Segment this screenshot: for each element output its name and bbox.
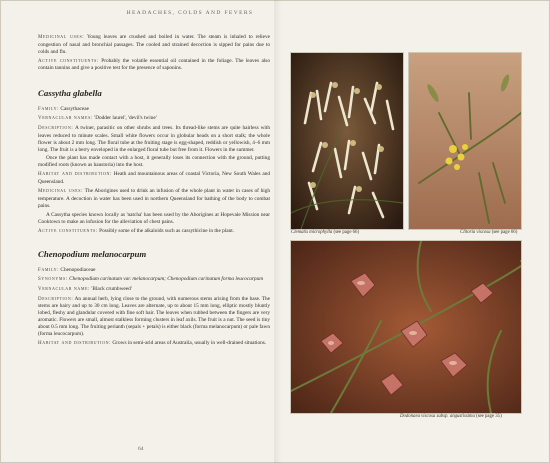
cassytha-family: Family: Cassythaceae <box>38 105 89 112</box>
cassytha-description: Description: A twiner, parasitic on other shrubs and trees. Its thread-like stems are quite hairless with leaves reduced to minute scales. Small white flowers occur in globular heads on a short stalk; the whole flower is about 2 mm long. The floral tube at the fruiting stage is egg-shaped, reddish or yellowish, 4–6 mm long. The fruit is a berry enveloped in the enlarged floral tube but free from it. Flowers in the summer. <box>38 124 270 153</box>
page-gutter <box>274 0 282 463</box>
clematis-flowers-illustration <box>291 53 403 229</box>
species-title-chenopodium: Chenopodium melanocarpum <box>38 249 147 260</box>
left-page-text <box>38 34 270 350</box>
chenopodium-synonyms: Synonyms: Chenopodium carinatum var. melanocarpum; Chenopodium carinatum forma leucocarpum <box>38 276 264 283</box>
running-head: HEADACHES, COLDS AND FEVERS <box>126 10 254 16</box>
photo-dodonaea-viscosa <box>290 240 522 414</box>
caption-dodonaea: Dodonaea viscosa subsp. angustissima (see page 35) <box>400 414 502 419</box>
caption-clematis: Clematis microphylla (see page 66) <box>291 230 360 235</box>
photo-clitoria-viscosa <box>408 52 522 230</box>
intro-medicinal-uses: Medicinal uses: Young leaves are crushed and boiled in water. The steam is inhaled to relieve congestion of nasal and bronchial passages. The cooled and strained decoction is sipped for pains due to colds and flu. <box>38 34 270 55</box>
intro-active-constituents: Active constituents: Probably the volatile essential oil contained in the foliage. The leaves also contain tannins and give a positive test for the presence of saponins. <box>38 57 270 72</box>
chenopodium-family: Family: Chenopodiaceae <box>38 266 96 273</box>
dodonaea-fruits-illustration <box>291 241 521 413</box>
chenopodium-vernacular: Vernacular name: 'Black crumbweed' <box>38 285 132 292</box>
cassytha-habitat: Habitat and distribution: Heath and mountainous areas of coastal Victoria, New South Wales and Queensland. <box>38 171 270 186</box>
clitoria-flowers-illustration <box>409 53 521 229</box>
caption-clitoria: Clitoria viscosa (see page 66) <box>460 230 518 235</box>
chenopodium-description: Description: An annual herb, lying close to the ground, with numerous stems arising from the base. The stems are hairy and up to 30 cm long. Leaves are alternate, up to about 15 mm long, elliptic mostly bluntly lobed, fleshy and glandular covered with fine soft hair. The leaves when rubbed between the fingers are very aromatic. Flowers are small, almost stalkless forming clusters in leaf axils. The fruit is a nut. The seed is tiny about 0.5 mm long. The fruiting perianth (sepals + petals) is either black (forma melanocarpum) or pale fawn (forma leucocarpum). <box>38 295 270 338</box>
species-title-cassytha: Cassytha glabella <box>38 88 102 99</box>
cassytha-medicinal: Medicinal uses: The Aborigines used to drink an infusion of the whole plant in water in cases of high temperature. A decoction in water has been used in northern Queensland for bathing of the body to combat pains. <box>38 188 270 209</box>
chenopodium-habitat: Habitat and distribution: Grows in semi-arid areas of Australia, usually in well-drained situations. <box>38 340 267 347</box>
cassytha-active: Active constituents: Possibly some of the alkaloids such as cassythicine in the plant. <box>38 227 235 234</box>
cassytha-description-2: Once the plant has made contact with a host, it generally loses its connection with the ground, putting modified roots (known as haustoria) into the host. <box>38 155 270 169</box>
label: Medicinal uses: <box>38 35 85 40</box>
cassytha-medicinal-2: A Cassytha species known locally as 'natcha' has been used by the Aborigines at Hopevale Mission near Cooktown to make an infusion for the alleviation of chest pains. <box>38 211 270 225</box>
label: Active constituents: <box>38 58 99 64</box>
photo-clematis-microphylla <box>290 52 404 230</box>
cassytha-vernacular: Vernacular names: 'Dodder laurel', 'devil's twine' <box>38 115 157 122</box>
page-number: 64 <box>138 446 144 452</box>
